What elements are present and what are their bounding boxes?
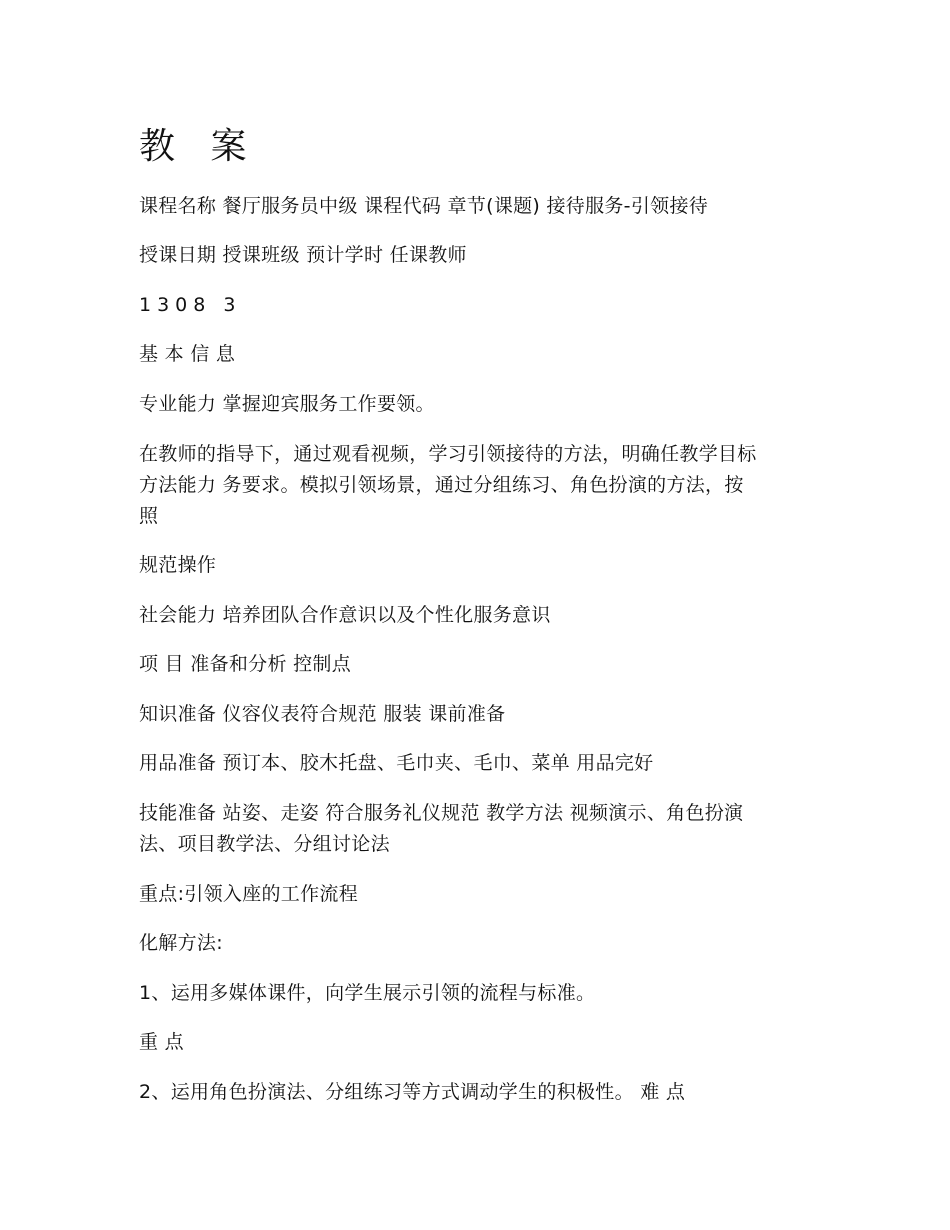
skill-prep-line: 技能准备 站姿、走姿 符合服务礼仪规范 教学方法 视频演示、角色扮演 (139, 802, 744, 824)
knowledge-prep-line: 知识准备 仪容仪表符合规范 服装 课前准备 (139, 703, 506, 725)
teaching-goal-line: 在教师的指导下，通过观看视频，学习引领接待的方法，明确任教学目标 (139, 443, 757, 465)
solution-heading: 化解方法: (139, 932, 223, 954)
schedule-values-line: 1308 3 (139, 294, 242, 316)
solution-item-1: 1、运用多媒体课件，向学生展示引领的流程与标准。 (139, 982, 596, 1004)
standard-operation-line: 规范操作 (139, 554, 217, 576)
method-ability-line: 方法能力 务要求。模拟引领场景，通过分组练习、角色扮演的方法，按 (139, 474, 744, 496)
basic-info-heading: 基 本 信 息 (139, 343, 236, 365)
key-point-line: 重点:引领入座的工作流程 (139, 883, 359, 905)
project-header-line: 项 目 准备和分析 控制点 (139, 653, 352, 675)
course-info-line: 课程名称 餐厅服务员中级 课程代码 章节(课题) 接待服务-引领接待 (139, 195, 709, 217)
key-point-label: 重 点 (139, 1031, 184, 1053)
document-title: 教 案 (139, 126, 259, 167)
skill-prep-continued: 法、项目教学法、分组讨论法 (139, 833, 390, 855)
method-ability-continued: 照 (139, 505, 159, 527)
professional-ability-line: 专业能力 掌握迎宾服务工作要领。 (139, 393, 435, 415)
schedule-info-line: 授课日期 授课班级 预计学时 任课教师 (139, 244, 467, 266)
solution-item-2: 2、运用角色扮演法、分组练习等方式调动学生的积极性。 难 点 (139, 1081, 686, 1103)
social-ability-line: 社会能力 培养团队合作意识以及个性化服务意识 (139, 604, 551, 626)
supplies-prep-line: 用品准备 预订本、胶木托盘、毛巾夹、毛巾、菜单 用品完好 (139, 752, 654, 774)
